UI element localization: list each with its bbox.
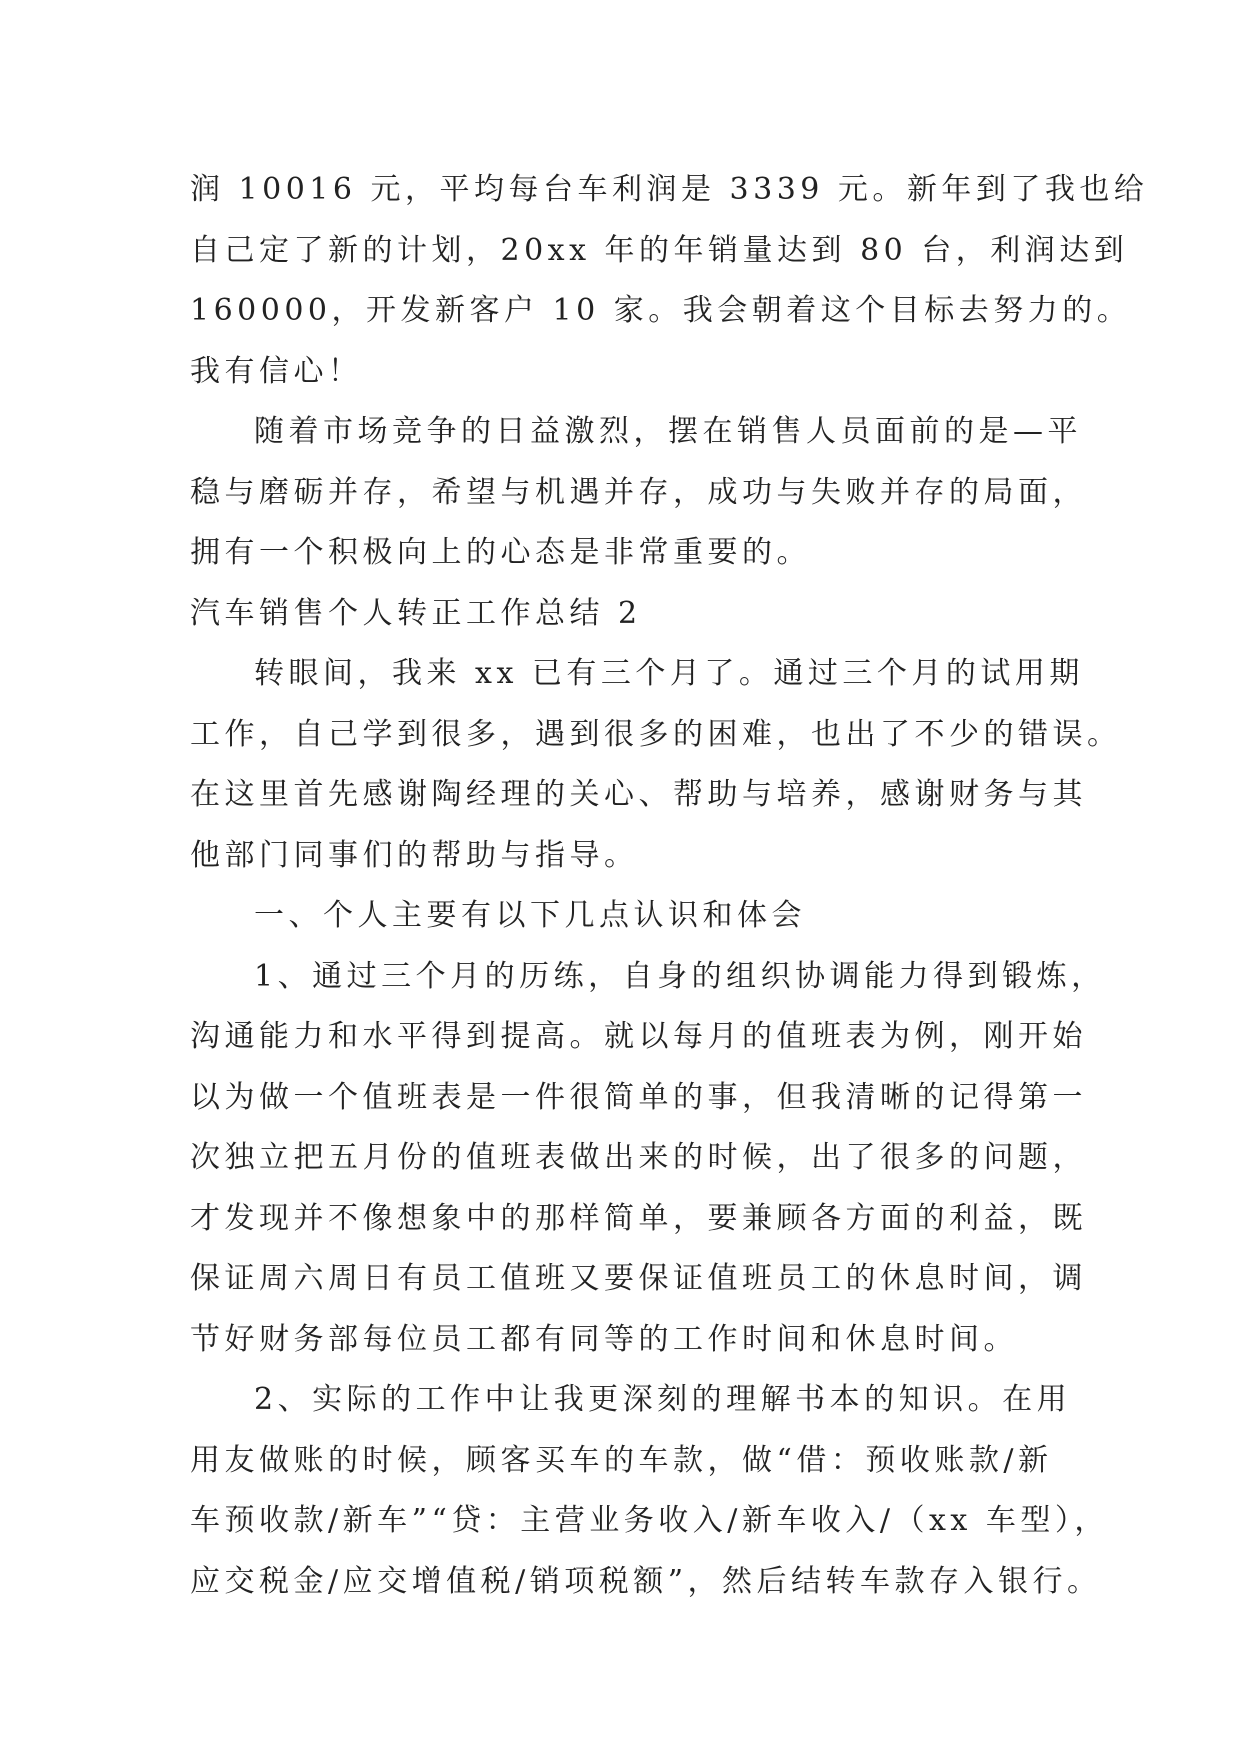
text-line: 应交税金/应交增值税/销项税额”，然后结转车款存入银行。	[190, 1563, 1102, 1599]
text-line: 随着市场竞争的日益激烈，摆在销售人员面前的是—平	[254, 414, 1082, 449]
text-line: 用友做账的时候，顾客买车的车款，做“借：预收账款/新	[190, 1442, 1053, 1478]
text-line: 保证周六周日有员工值班又要保证值班员工的休息时间，调	[190, 1261, 1087, 1296]
text-line: 沟通能力和水平得到提高。就以每月的值班表为例，刚开始	[190, 1019, 1087, 1054]
text-line: 160000，开发新客户 10 家。我会朝着这个目标去努力的。	[190, 293, 1132, 328]
text-line: 以为做一个值班表是一件很简单的事，但我清晰的记得第一	[190, 1079, 1087, 1115]
text-line: 自己定了新的计划，20xx 年的年销量达到 80 台，利润达到	[190, 232, 1129, 268]
text-line: 节好财务部每位员工都有同等的工作时间和休息时间。	[190, 1321, 1018, 1357]
text-line: 润 10016 元，平均每台车利润是 3339 元。新年到了我也给	[190, 172, 1149, 207]
text-line: 在这里首先感谢陶经理的关心、帮助与培养，感谢财务与其	[190, 777, 1087, 812]
text-line: 我有信心！	[190, 353, 363, 389]
document-body	[190, 160, 1149, 1612]
text-line: 车预收款/新车”“贷：主营业务收入/新车收入/（xx 车型），	[190, 1503, 1109, 1538]
text-line: 才发现并不像想象中的那样简单，要兼顾各方面的利益，既	[190, 1200, 1087, 1236]
text-line: 他部门同事们的帮助与指导。	[190, 837, 639, 873]
text-line: 汽车销售个人转正工作总结 2	[190, 595, 642, 631]
text-line: 稳与磨砺并存，希望与机遇并存，成功与失败并存的局面，	[190, 474, 1087, 510]
text-line: 转眼间，我来 xx 已有三个月了。通过三个月的试用期	[254, 656, 1084, 691]
text-line: 2、实际的工作中让我更深刻的理解书本的知识。在用	[254, 1382, 1072, 1417]
text-line: 次独立把五月份的值班表做出来的时候，出了很多的问题，	[190, 1140, 1087, 1175]
text-line: 工作，自己学到很多，遇到很多的困难，也出了不少的错误。	[190, 716, 1122, 752]
text-line: 拥有一个积极向上的心态是非常重要的。	[190, 535, 811, 570]
text-line: 一、个人主要有以下几点认识和体会	[254, 898, 806, 933]
text-line: 1、通过三个月的历练，自身的组织协调能力得到锻炼，	[254, 958, 1106, 994]
